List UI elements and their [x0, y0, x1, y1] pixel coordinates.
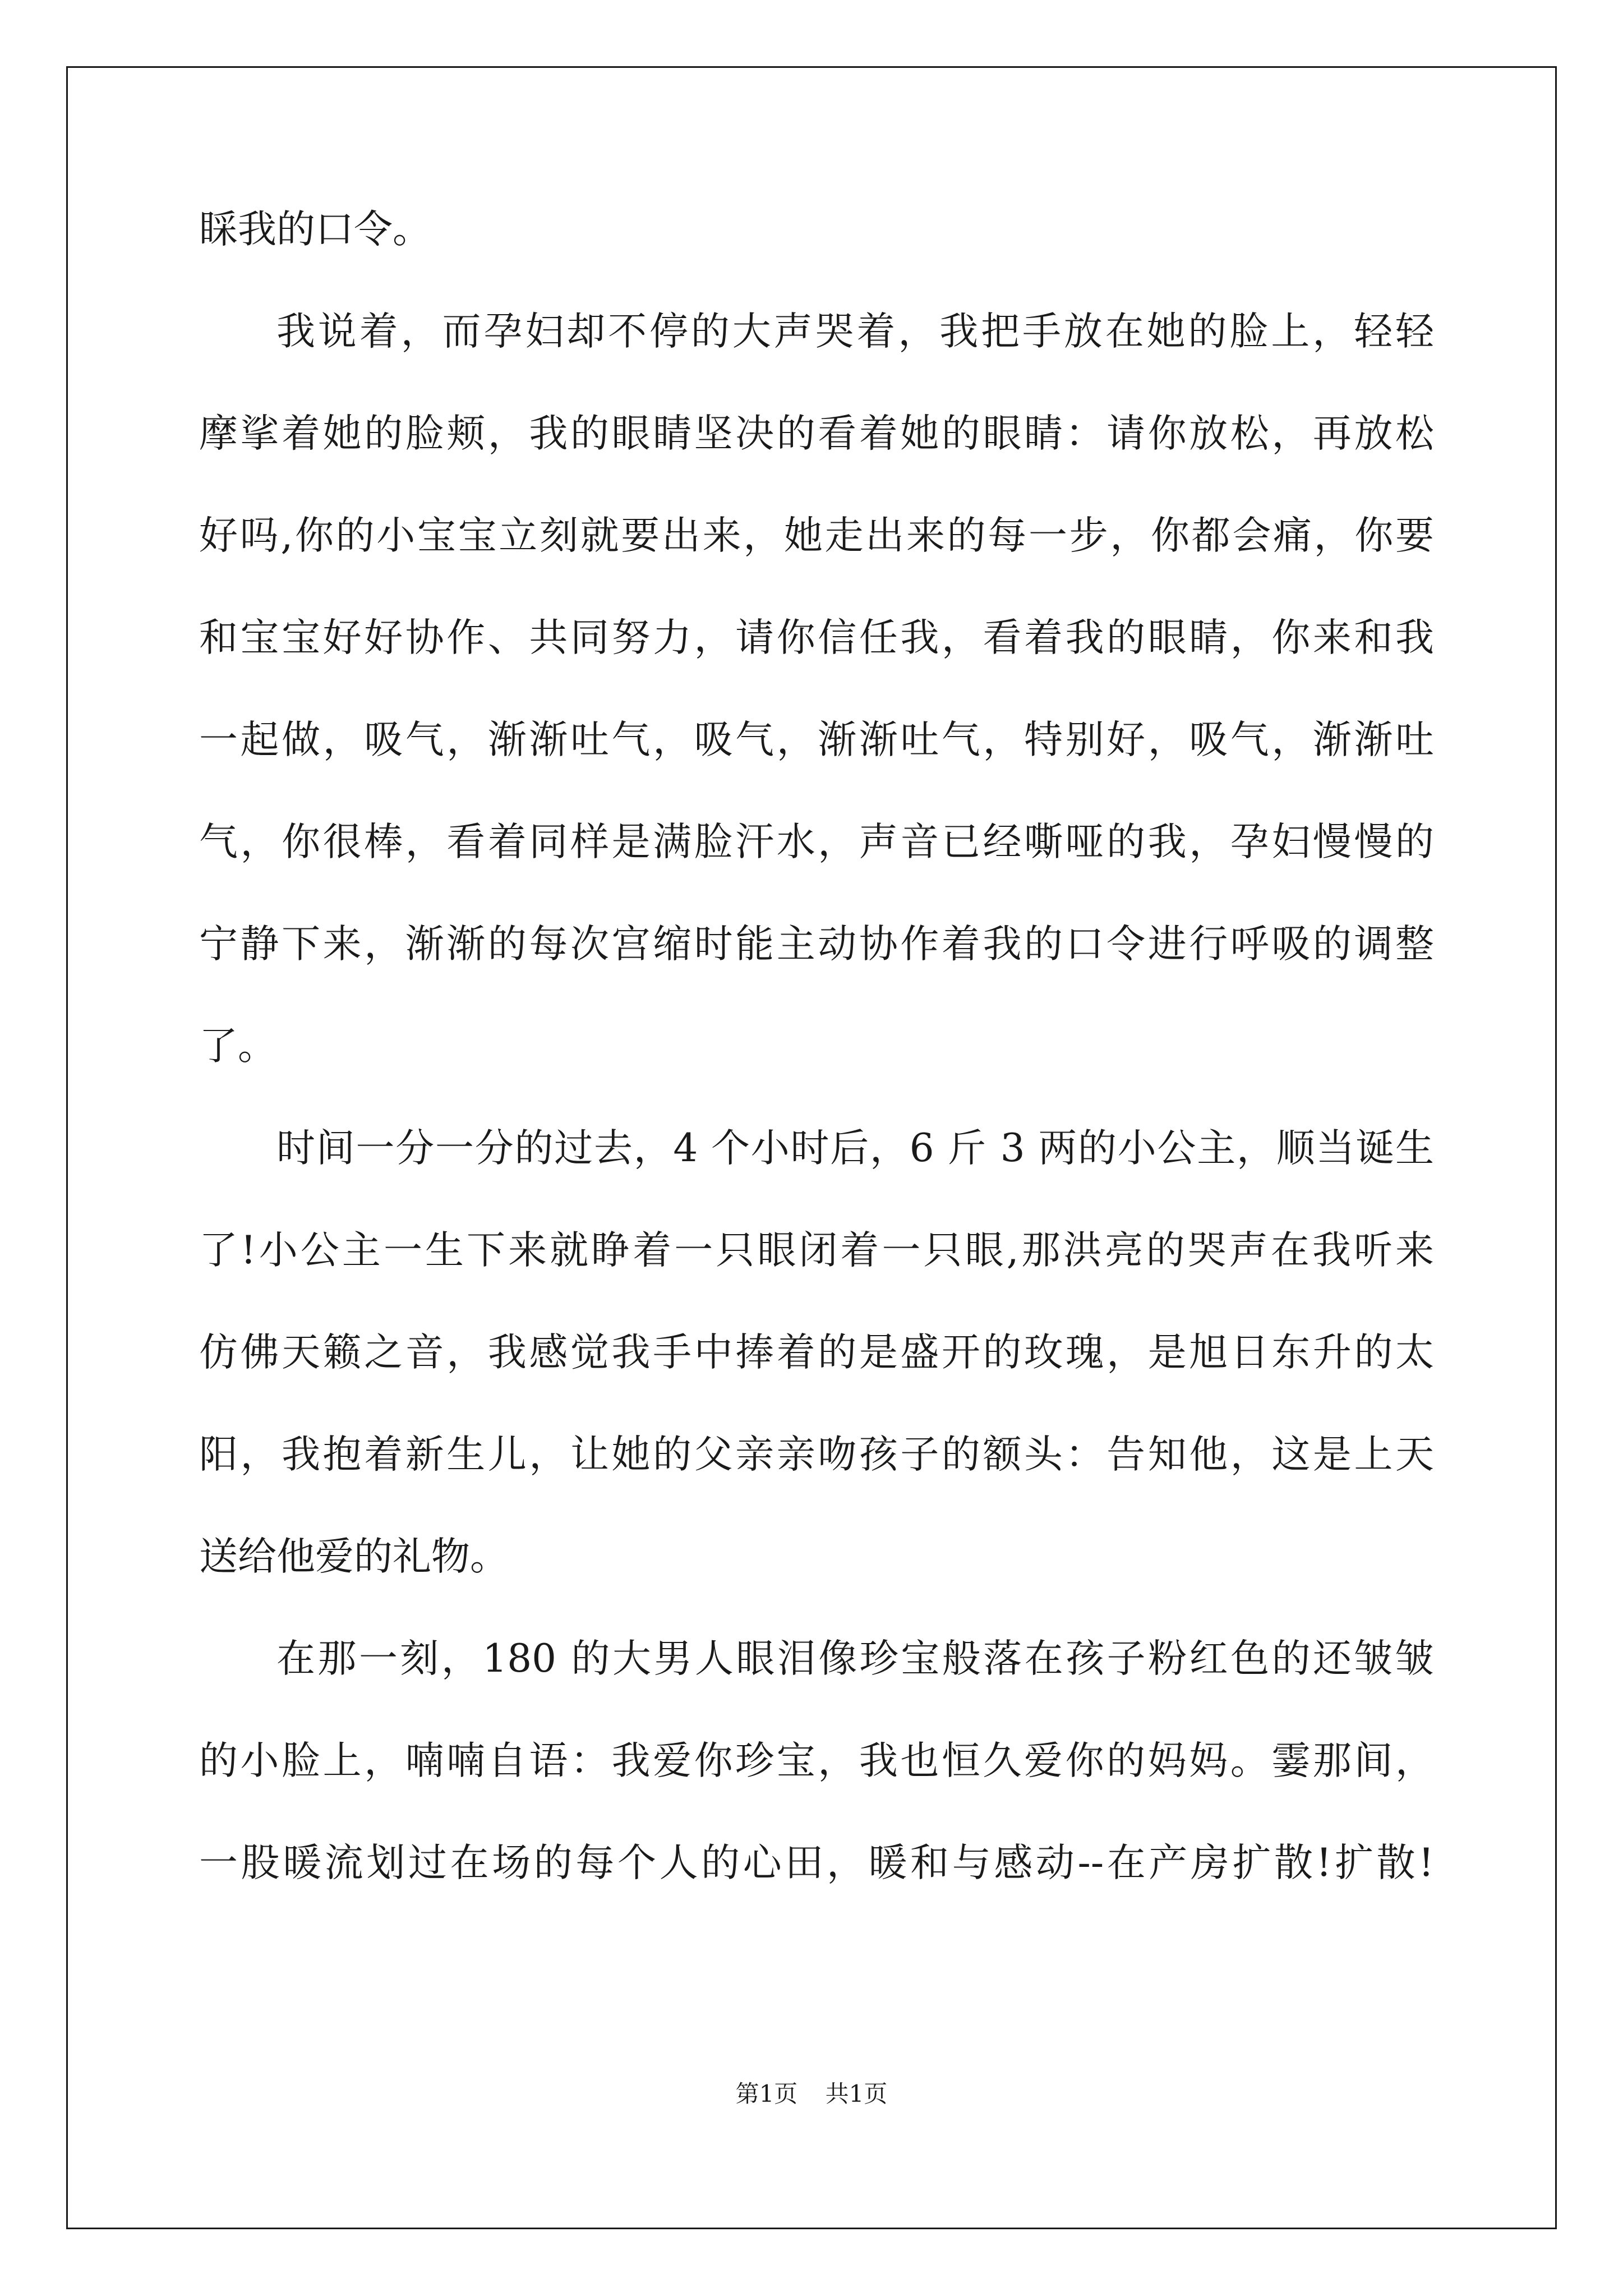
- page-footer: [0, 2076, 1623, 2109]
- text-line: 阳，我抱着新生儿，让她的父亲亲吻孩子的额头：告知他，这是上天: [199, 1432, 1434, 1477]
- text-line: 在那一刻，180 的大男人眼泪像珍宝般落在孩子粉红色的还皱皱: [276, 1636, 1434, 1681]
- page-number-current: 第1页: [735, 2080, 798, 2108]
- text-line: 时间一分一分的过去，4 个小时后，6 斤 3 两的小公主，顺当诞生: [276, 1126, 1434, 1171]
- text-line: 气，你很棒，看着同样是满脸汗水，声音已经嘶哑的我，孕妇慢慢的: [199, 820, 1434, 864]
- paragraph: [199, 280, 1434, 1097]
- paragraph: [199, 1097, 1434, 1608]
- text-line: 了。: [199, 1024, 276, 1069]
- page-number-total: 共1页: [825, 2080, 888, 2108]
- text-line: 仿佛天籁之音，我感觉我手中捧着的是盛开的玫瑰，是旭日东升的太: [199, 1330, 1434, 1375]
- text-line: 摩挲着她的脸颊，我的眼睛坚决的看着她的眼睛：请你放松，再放松: [199, 411, 1434, 456]
- text-line: 了!小公主一生下来就睁着一只眼闭着一只眼,那洪亮的哭声在我听来: [199, 1228, 1434, 1273]
- text-line: 我说着，而孕妇却不停的大声哭着，我把手放在她的脸上，轻轻: [276, 309, 1434, 354]
- text-line: 宁静下来，渐渐的每次宫缩时能主动协作着我的口令进行呼吸的调整: [199, 922, 1434, 967]
- text-line: 一起做，吸气，渐渐吐气，吸气，渐渐吐气，特别好，吸气，渐渐吐: [199, 717, 1434, 762]
- text-line: 的小脸上，喃喃自语：我爱你珍宝，我也恒久爱你的妈妈。霎那间，: [199, 1738, 1434, 1783]
- paragraph: [199, 1608, 1434, 1914]
- document-body: [199, 178, 1434, 1914]
- text-line: 和宝宝好好协作、共同努力，请你信任我，看着我的眼睛，你来和我: [199, 615, 1434, 660]
- text-line: 送给他爱的礼物。: [199, 1534, 509, 1579]
- paragraph: [199, 178, 1434, 280]
- text-line: 睬我的口令。: [199, 207, 431, 252]
- text-line: 一股暖流划过在场的每个人的心田，暖和与感动--在产房扩散!扩散!: [199, 1841, 1434, 1885]
- text-line: 好吗,你的小宝宝立刻就要出来，她走出来的每一步，你都会痛，你要: [199, 513, 1434, 558]
